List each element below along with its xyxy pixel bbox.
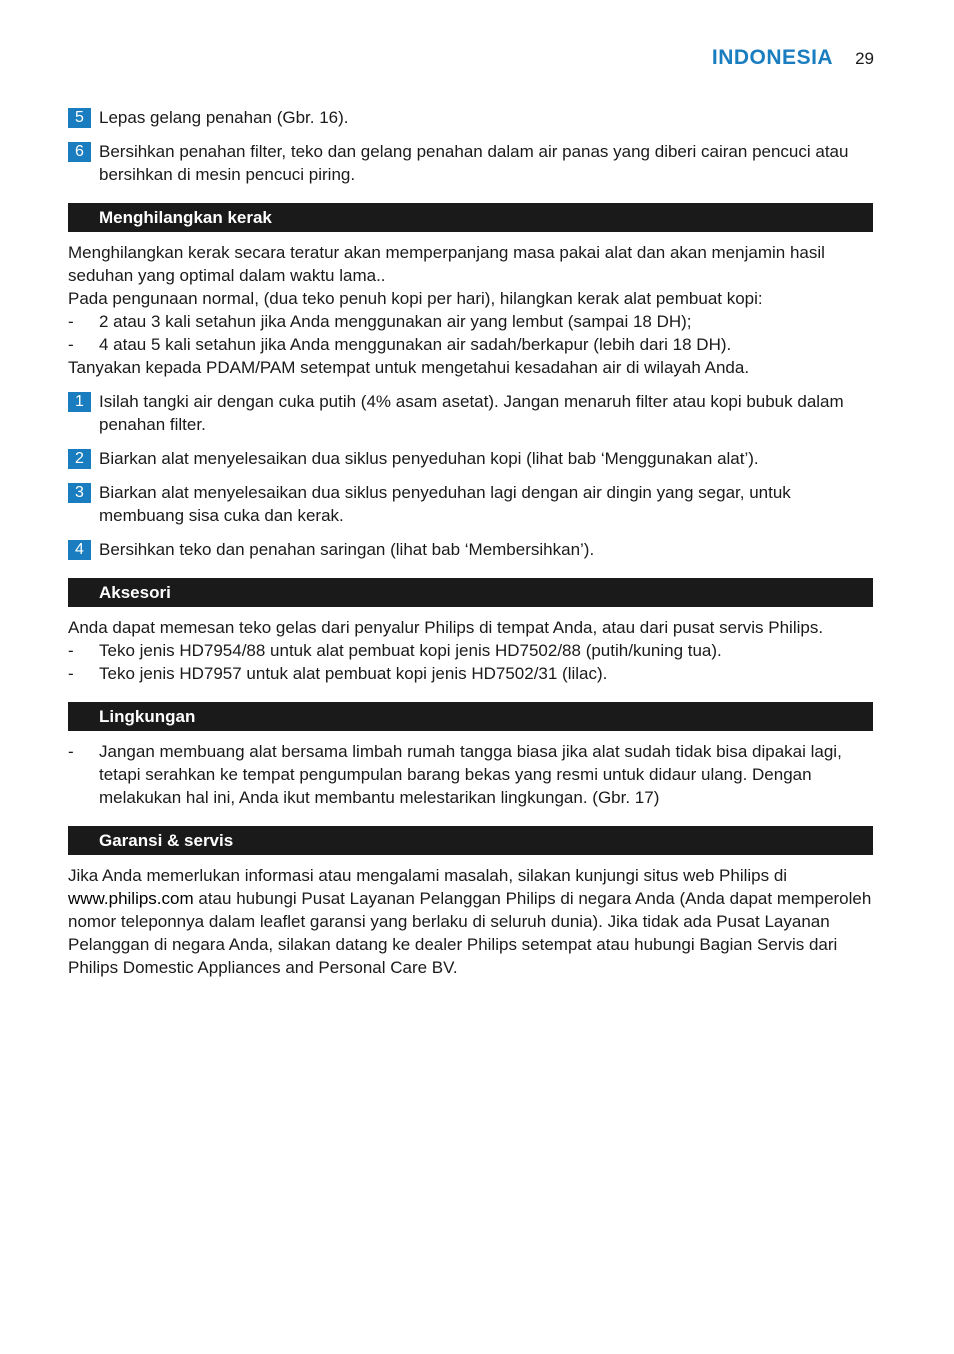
page-number: 29 — [855, 49, 874, 68]
language-label: INDONESIA — [711, 46, 834, 69]
bullet-item: - Teko jenis HD7954/88 untuk alat pembuat kopi jenis HD7502/88 (putih/kuning tua). — [68, 641, 722, 660]
step-number: 5 — [68, 108, 91, 128]
step-item — [68, 106, 873, 129]
step-number: 3 — [68, 483, 91, 503]
bullet-item: - 2 atau 3 kali setahun jika Anda menggunakan air yang lembut (sampai 18 DH); — [68, 312, 692, 331]
section-heading-descaling: Menghilangkan kerak — [68, 203, 873, 232]
philips-website-link[interactable]: www.philips.com — [68, 889, 194, 908]
guarantee-text: Jika Anda memerlukan informasi atau mengalami masalah, silakan kunjungi situs web Philips di www.philips.com atau hubungi Pusat Layanan Pelanggan Philips di negara Anda (Anda dapat memperoleh nomor teleponnya dalam leaflet garansi yang berlaku di seluruh dunia). Jika tidak ada Pusat Layanan Pelanggan di negara Anda, silakan datang ke dealer Philips setempat atau hubungi Bagian Servis dari Philips Domestic Appliances and Personal Care BV. — [68, 866, 872, 977]
step-text: Biarkan alat menyelesaikan dua siklus penyeduhan kopi (lihat bab ‘Menggunakan alat’). — [99, 449, 759, 468]
page-content — [68, 106, 873, 979]
bullet-item: - Jangan membuang alat bersama limbah rumah tangga biasa jika alat sudah tidak bisa dipakai lagi, tetapi serahkan ke tempat pengumpulan barang bekas yang resmi untuk didaur ulang. Dengan melakukan hal ini, Anda ikut membantu melestarikan lingkungan. (Gbr. 17) — [68, 742, 842, 807]
descaling-intro: Menghilangkan kerak secara teratur akan memperpanjang masa pakai alat dan akan menjamin hasil seduhan yang optimal dalam waktu lama.. — [68, 243, 825, 285]
section-heading-accessories: Aksesori — [68, 578, 873, 607]
step-item — [68, 538, 873, 561]
section-heading-environment: Lingkungan — [68, 702, 873, 731]
step-item — [68, 447, 873, 470]
section-heading-guarantee: Garansi & servis — [68, 826, 873, 855]
step-text: Bersihkan teko dan penahan saringan (lihat bab ‘Membersihkan’). — [99, 540, 595, 559]
bullet-item: - 4 atau 5 kali setahun jika Anda menggunakan air sadah/berkapur (lebih dari 18 DH). — [68, 335, 732, 354]
descaling-ask: Tanyakan kepada PDAM/PAM setempat untuk mengetahui kesadahan air di wilayah Anda. — [68, 358, 750, 377]
step-item — [68, 140, 873, 186]
page-header — [712, 46, 874, 70]
step-text: Biarkan alat menyelesaikan dua siklus penyeduhan lagi dengan air dingin yang segar, untuk membuang sisa cuka dan kerak. — [99, 483, 791, 525]
step-text: Lepas gelang penahan (Gbr. 16). — [99, 108, 349, 127]
step-number: 2 — [68, 449, 91, 469]
descaling-normal-use: Pada pengunaan normal, (dua teko penuh kopi per hari), hilangkan kerak alat pembuat kopi: — [68, 289, 763, 308]
step-number: 1 — [68, 392, 91, 412]
bullet-item: - Teko jenis HD7957 untuk alat pembuat kopi jenis HD7502/31 (lilac). — [68, 664, 608, 683]
step-number: 4 — [68, 540, 91, 560]
step-text: Bersihkan penahan filter, teko dan gelang penahan dalam air panas yang diberi cairan pencuci atau bersihkan di mesin pencuci piring. — [99, 142, 849, 184]
step-text: Isilah tangki air dengan cuka putih (4% asam asetat). Jangan menaruh filter atau kopi bubuk dalam penahan filter. — [99, 392, 844, 434]
accessories-intro: Anda dapat memesan teko gelas dari penyalur Philips di tempat Anda, atau dari pusat servis Philips. — [68, 618, 824, 637]
step-item — [68, 481, 873, 527]
step-number: 6 — [68, 142, 91, 162]
step-item — [68, 390, 873, 436]
